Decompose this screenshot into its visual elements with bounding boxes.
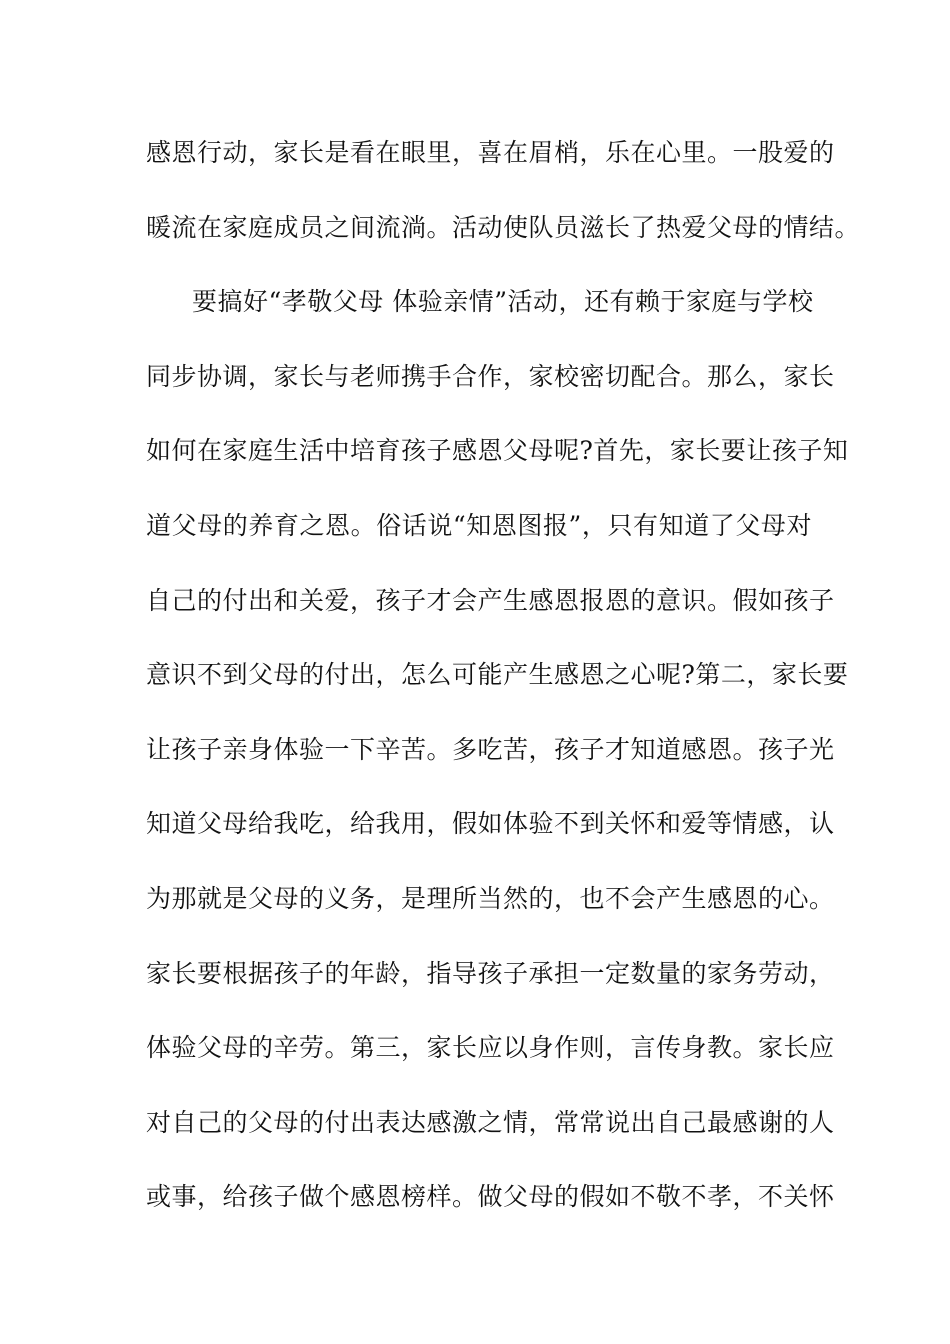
body-text — [146, 128, 861, 1247]
text-line: 自己的付出和关爱，孩子才会产生感恩报恩的意识。假如孩子 — [146, 585, 835, 615]
text-line: 知道父母给我吃，给我用，假如体验不到关怀和爱等情感，认 — [146, 809, 835, 839]
text-line: 家长要根据孩子的年龄，指导孩子承担一定数量的家务劳动， — [146, 958, 835, 988]
paragraph-end-line: 暖流在家庭成员之间流淌。活动使队员滋长了热爱父母的情结。 — [146, 212, 861, 242]
text-line: 对自己的父母的付出表达感激之情，常常说出自己最感谢的人 — [146, 1107, 835, 1137]
text-line: 为那就是父母的义务，是理所当然的，也不会产生感恩的心。 — [146, 883, 835, 913]
text-line: 同步协调，家长与老师携手合作，家校密切配合。那么，家长 — [146, 361, 835, 391]
text-line: 感恩行动，家长是看在眼里，喜在眉梢，乐在心里。一股爱的 — [146, 138, 835, 167]
text-line: 体验父母的辛劳。第三，家长应以身作则，言传身教。家长应 — [146, 1033, 835, 1063]
text-line: 如何在家庭生活中培育孩子感恩父母呢?首先，家长要让孩子知 — [146, 436, 849, 466]
text-line: 或事，给孩子做个感恩榜样。做父母的假如不敬不孝，不关怀 — [146, 1182, 835, 1212]
text-line: 意识不到父母的付出，怎么可能产生感恩之心呢?第二，家长要 — [146, 660, 849, 690]
text-line: 让孩子亲身体验一下辛苦。多吃苦，孩子才知道感恩。孩子光 — [146, 734, 835, 764]
paragraph-start-line: 要搞好“孝敬父母 体验亲情”活动，还有赖于家庭与学校 — [192, 287, 814, 317]
text-line: 道父母的养育之恩。俗话说“知恩图报”，只有知道了父母对 — [146, 510, 812, 540]
